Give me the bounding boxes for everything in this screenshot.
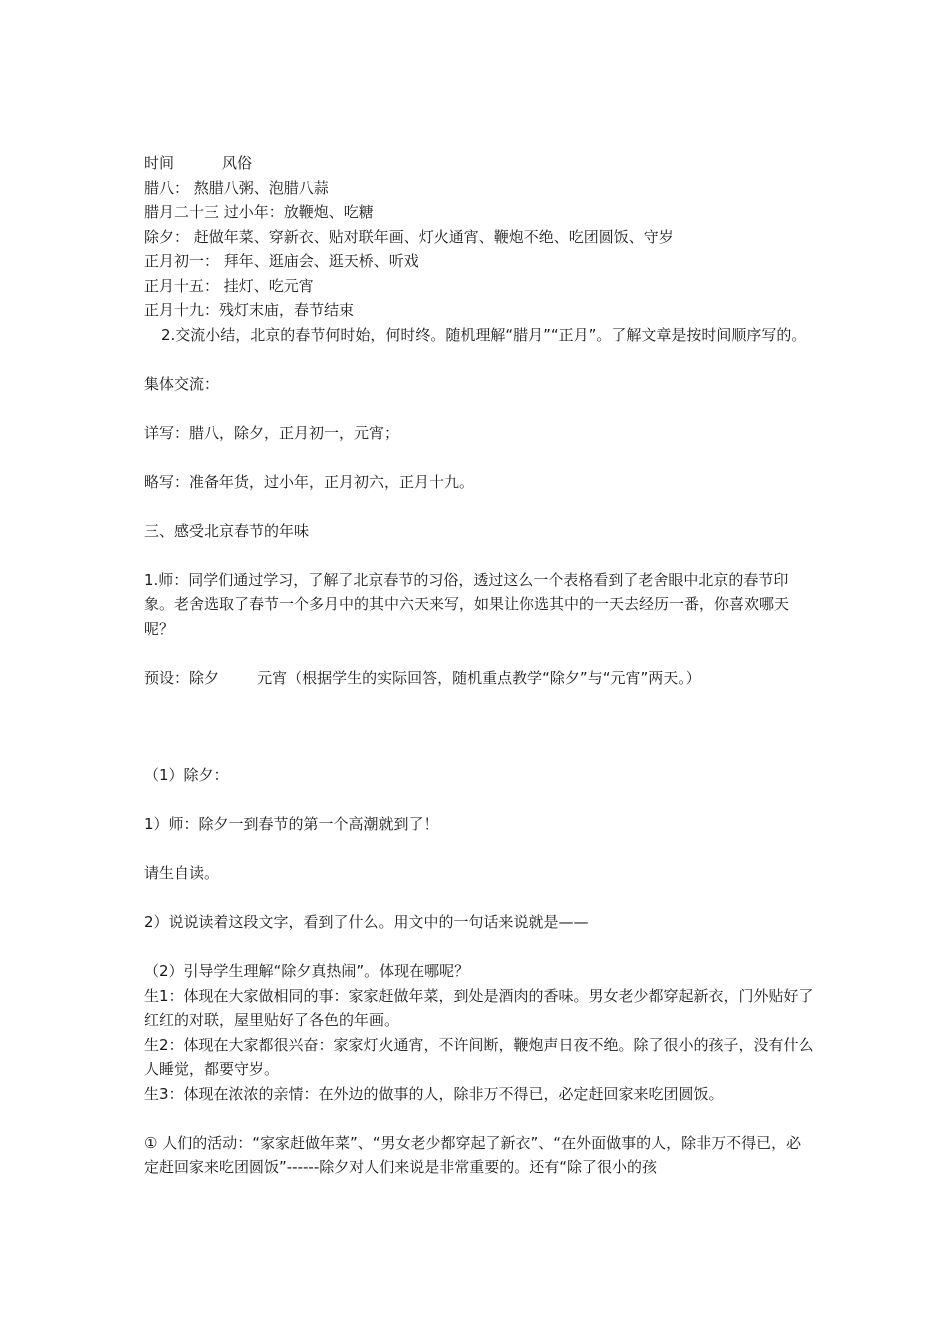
summary-paragraph: 2.交流小结，北京的春节何时始，何时终。随机理解“腊月”“正月”。了解文章是按时间顺序写的。 [161, 325, 807, 344]
student-answer-1: 生1：体现在大家做相同的事：家家赶做年菜，到处是酒肉的香味。男女老少都穿起新衣，门外贴好了红红的对联，屋里贴好了各色的年画。 [144, 986, 814, 1029]
teacher-paragraph-1: 1.师：同学们通过学习，了解了北京春节的习俗，透过这么一个表格看到了老舍眼中北京的春节印象。老舍选取了春节一个多月中的其中六天来写，如果让你选其中的一天去经历一番，你喜欢哪天呢？ [144, 570, 790, 638]
custom-row-chuxi: 除夕： 赶做年菜、穿新衣、贴对联年画、灯火通宵、鞭炮不绝、吃团圆饭、守岁 [144, 227, 674, 246]
preset-answer: 预设：除夕 元宵（根据学生的实际回答，随机重点教学“除夕”与“元宵”两天。） [144, 668, 701, 687]
self-read: 请生自读。 [144, 864, 220, 882]
custom-row-xiaonian: 腊月二十三 过小年：放鞭炮、吃糖 [144, 203, 374, 221]
document-body [144, 151, 814, 1180]
student-answer-3: 生3：体现在浓浓的亲情：在外边的做事的人，除非万不得已，必定赶回家来吃团圆饭。 [144, 1084, 724, 1103]
section-heading: 三、感受北京春节的年味 [144, 521, 310, 540]
activity-paragraph: ① 人们的活动：“家家赶做年菜”、“男女老少都穿起了新衣”、“在外面做事的人，除非万不得已，必定赶回家来吃团圆饭”------除夕对人们来说是非常重要的。还有“除了很小的孩 [144, 1133, 802, 1176]
header-custom: 风俗 [222, 154, 253, 172]
custom-row-shiwu: 正月十五： 挂灯、吃元宵 [144, 276, 314, 295]
brief-writing: 略写：准备年货，过小年，正月初六，正月十九。 [144, 472, 475, 491]
detailed-writing: 详写：腊八，除夕，正月初一，元宵； [144, 423, 400, 442]
custom-row-shijiu: 正月十九：残灯末庙，春节结束 [144, 301, 355, 319]
header-time: 时间 [144, 154, 175, 172]
group-discussion: 集体交流： [144, 374, 220, 393]
guide-paragraph: （2）引导学生理解“除夕真热闹”。体现在哪呢？ [144, 962, 470, 980]
chuxi-heading: （1）除夕： [144, 766, 229, 784]
teacher-paragraph-2: 1）师：除夕一到春节的第一个高潮就到了！ [144, 815, 439, 833]
say-paragraph: 2）说说读着这段文字，看到了什么。用文中的一句话来说就是—— [144, 913, 589, 931]
custom-row-laba: 腊八： 熬腊八粥、泡腊八蒜 [144, 178, 329, 197]
custom-row-chuyi: 正月初一： 拜年、逛庙会、逛天桥、听戏 [144, 252, 419, 270]
table-header [144, 151, 814, 176]
student-answer-2: 生2：体现在大家都很兴奋：家家灯火通宵，不许间断，鞭炮声日夜不绝。除了很小的孩子，没有什么人睡觉，都要守岁。 [144, 1035, 814, 1078]
